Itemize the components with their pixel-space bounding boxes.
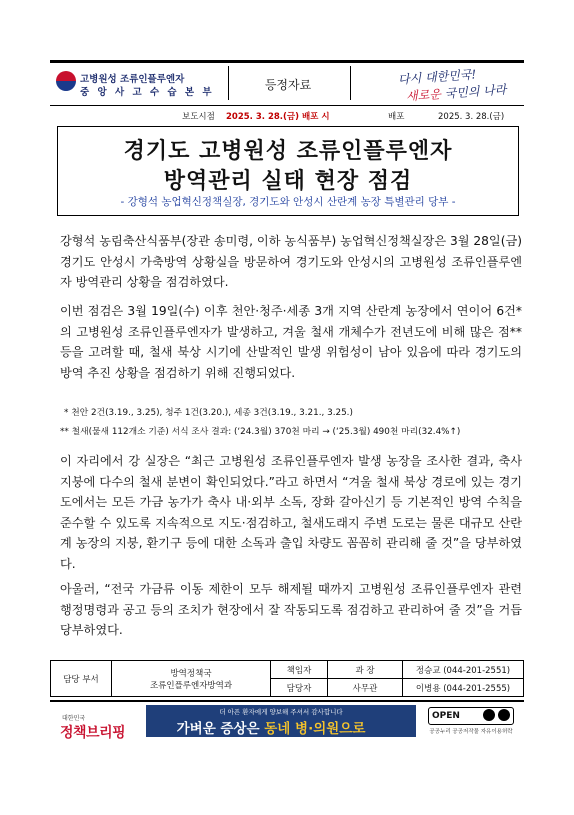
release-time-value [226,110,330,122]
subheadline: - 강형석 농업혁신정책실장, 경기도와 안성시 산란계 농장 특별관리 당부 - [120,196,456,208]
open-license-logo [428,707,514,725]
contact-table [50,660,524,697]
contact-role: 책임자 [271,661,328,679]
slogan-line1: 다시 대한민국! [397,67,477,87]
headline-line1: 경기도 고병원성 조류인플루엔자 [123,139,453,164]
policy-briefing-logo: 정책브리핑 [60,725,126,741]
dept-label: 담당 부서 [51,661,112,697]
contact-role: 담당자 [271,679,328,697]
kogl-open-badge [428,707,514,735]
release-time-label: 보도시점 [182,112,215,122]
dept-line2: 조류인플루엔자방역과 [149,680,233,691]
footnote-2: ** 철새(물새 112개소 기준) 서식 조사 결과: (‘24.3월) 370천 마리 → (‘25.3월) 490천 마리(32.4%↑) [60,427,461,437]
government-emblem-icon [56,71,76,91]
banner-headline-b: 동네 병·의원으로 [264,721,366,737]
body-paragraph-3 [60,451,522,574]
slogan-rest: 국민의 나라 [440,82,507,102]
campaign-banner[interactable] [146,705,416,737]
body-paragraph-2 [60,301,522,383]
attribution-icon [483,709,495,721]
contact-person: 정승교 (044-201-2551) [403,661,524,679]
headline-line2: 방역관리 실태 현장 점검 [163,169,413,194]
banner-headline [146,717,396,737]
license-icons [483,709,510,724]
body-paragraph-1 [60,231,522,293]
distribution-value: 2025. 3. 28.(금) [438,112,505,122]
document-type: 등정자료 [264,78,312,92]
release-time-text: 2025. 3. 28.(금) 배포 시 [226,112,330,122]
footer-divider [50,700,524,702]
contact-title: 사무관 [328,679,403,697]
banner-headline-a: 가벼운 증상은 [176,721,265,737]
header-divider [228,66,229,100]
contact-title: 과 장 [328,661,403,679]
paragraph-text: 이번 점검은 3월 19일(수) 이후 천안·청주·세종 3개 지역 산란계 농장에서 연이어 6건*의 고병원성 조류인플루엔자가 발생하고, 겨울 철새 개체수가 전년도에 비해 많은 점** 등을 고려할 때, 철새 북상 시기에 산발적인 발생 위험성이 남아 있음에 따라 경기도의 방역 추진 상황을 점검하기 위해 진행되었다. [60,304,522,380]
org-name-line1: 고병원성 조류인플루엔자 [80,74,185,85]
dept-line1: 방역정책국 [170,668,212,679]
org-name-line2: 중 앙 사 고 수 습 본 부 [80,87,215,98]
paragraph-text: 아울러, “전국 가금류 이동 제한이 모두 해제될 때까지 고병원성 조류인플루엔자 관련 행정명령과 공고 등의 조치가 현장에서 잘 작동되도록 점검하고 관리하여 줄 것”을 거듭 당부하였다. [60,582,522,637]
policy-briefing-logo-small: 대한민국 [62,715,86,722]
table-row [51,661,524,679]
contact-person: 이병용 (044-201-2555) [403,679,524,697]
dept-name [112,661,271,697]
header-divider [350,66,351,100]
slogan-accent: 새로운 [405,87,442,104]
paragraph-text: 강형석 농림축산식품부(장관 송미령, 이하 농식품부) 농업혁신정책실장은 3월 28일(금) 경기도 안성시 가축방역 상황실을 방문하여 경기도와 안성시의 고병원성 조류인플루엔자 방역관리 상황을 점검하였다. [60,234,522,289]
paragraph-text: 이 자리에서 강 실장은 “최근 고병원성 조류인플루엔자 발생 농장을 조사한 결과, 축사 지붕에 다수의 철새 분변이 확인되었다.”라고 하면서 “겨울 철새 북상 경로에 있는 경기도에서는 모든 가금 농가가 축사 내·외부 소독, 장화 갈아신기 등 기본적인 방역 수칙을 준수할 수 있도록 지속적으로 지도·점검하고, 철새도래지 주변 도로는 물론 대규모 산란계 농장의 지붕, 환기구 등에 대한 소독과 출입 차량도 꼼꼼히 관리해 줄 것”을 당부하였다. [60,454,522,571]
noncommercial-icon [498,709,510,721]
banner-caption: 더 아픈 환자에게 양보해 주셔서 감사합니다 [219,708,343,716]
footnote-1: * 천안 2건(3.19., 3.25), 청주 1건(3.20.), 세종 3건(3.19., 3.21., 3.25.) [64,408,353,418]
open-caption: 공공누리 공공저작물 자유이용허락 [429,729,513,735]
body-paragraph-4 [60,579,522,641]
distribution-label: 배포 [388,112,405,122]
open-label: OPEN [432,711,460,721]
